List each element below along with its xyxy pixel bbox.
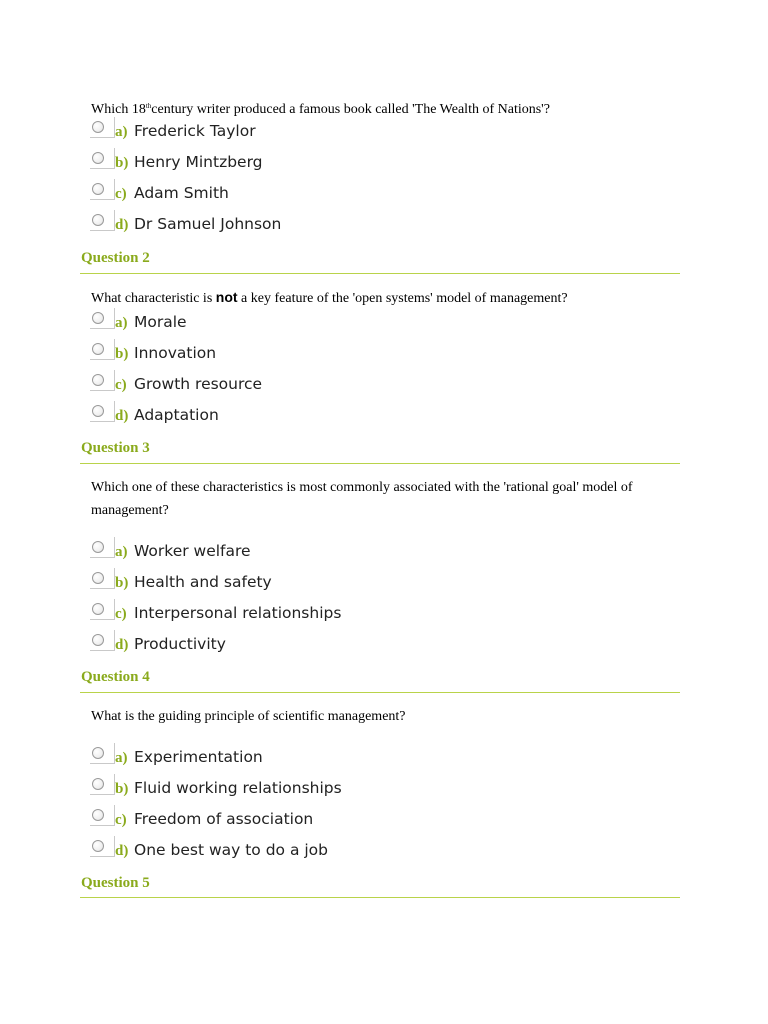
- section-divider: [80, 692, 680, 693]
- radio-button[interactable]: [92, 343, 104, 355]
- section-divider: [80, 897, 680, 898]
- question-3-option-b[interactable]: b) Health and safety: [90, 572, 590, 600]
- question-4-option-a[interactable]: a) Experimentation: [90, 747, 590, 775]
- question-1-option-b[interactable]: b) Henry Mintzberg: [90, 152, 590, 180]
- question-1-option-a[interactable]: a) Frederick Taylor: [90, 121, 590, 149]
- radio-button[interactable]: [92, 214, 104, 226]
- question-1-option-d[interactable]: d) Dr Samuel Johnson: [90, 214, 590, 242]
- radio-button[interactable]: [92, 840, 104, 852]
- question-2-option-b[interactable]: b) Innovation: [90, 343, 590, 371]
- radio-button[interactable]: [92, 572, 104, 584]
- question-4-option-c[interactable]: c) Freedom of association: [90, 809, 590, 837]
- radio-button[interactable]: [92, 778, 104, 790]
- question-1-text: Which 18thcentury writer produced a famous book called 'The Wealth of Nations'?: [91, 102, 550, 117]
- section-divider: [80, 273, 680, 274]
- radio-button[interactable]: [92, 809, 104, 821]
- section-divider: [80, 463, 680, 464]
- radio-button[interactable]: [92, 121, 104, 133]
- radio-button[interactable]: [92, 152, 104, 164]
- radio-button[interactable]: [92, 747, 104, 759]
- question-4-option-d[interactable]: d) One best way to do a job: [90, 840, 590, 868]
- question-2-option-d[interactable]: d) Adaptation: [90, 405, 590, 433]
- question-2-option-c[interactable]: c) Growth resource: [90, 374, 590, 402]
- question-3-option-a[interactable]: a) Worker welfare: [90, 541, 590, 569]
- radio-button[interactable]: [92, 374, 104, 386]
- question-2-text: What characteristic is not a key feature of the 'open systems' model of management?: [91, 289, 568, 306]
- question-2-option-a[interactable]: a) Morale: [90, 312, 590, 340]
- question-4-text: What is the guiding principle of scientific management?: [91, 709, 406, 724]
- question-3-option-d[interactable]: d) Productivity: [90, 634, 590, 662]
- question-4-option-b[interactable]: b) Fluid working relationships: [90, 778, 590, 806]
- question-5-heading: Question 5: [81, 875, 150, 891]
- radio-button[interactable]: [92, 541, 104, 553]
- question-3-text: Which one of these characteristics is most commonly associated with the 'rational goal' model of management?: [91, 480, 633, 518]
- radio-button[interactable]: [92, 312, 104, 324]
- radio-button[interactable]: [92, 603, 104, 615]
- radio-button[interactable]: [92, 634, 104, 646]
- radio-button[interactable]: [92, 183, 104, 195]
- question-2-heading: Question 2: [81, 250, 150, 266]
- question-3-heading: Question 3: [81, 440, 150, 456]
- radio-button[interactable]: [92, 405, 104, 417]
- question-1-option-c[interactable]: c) Adam Smith: [90, 183, 590, 211]
- question-3-option-c[interactable]: c) Interpersonal relationships: [90, 603, 590, 631]
- question-4-heading: Question 4: [81, 669, 150, 685]
